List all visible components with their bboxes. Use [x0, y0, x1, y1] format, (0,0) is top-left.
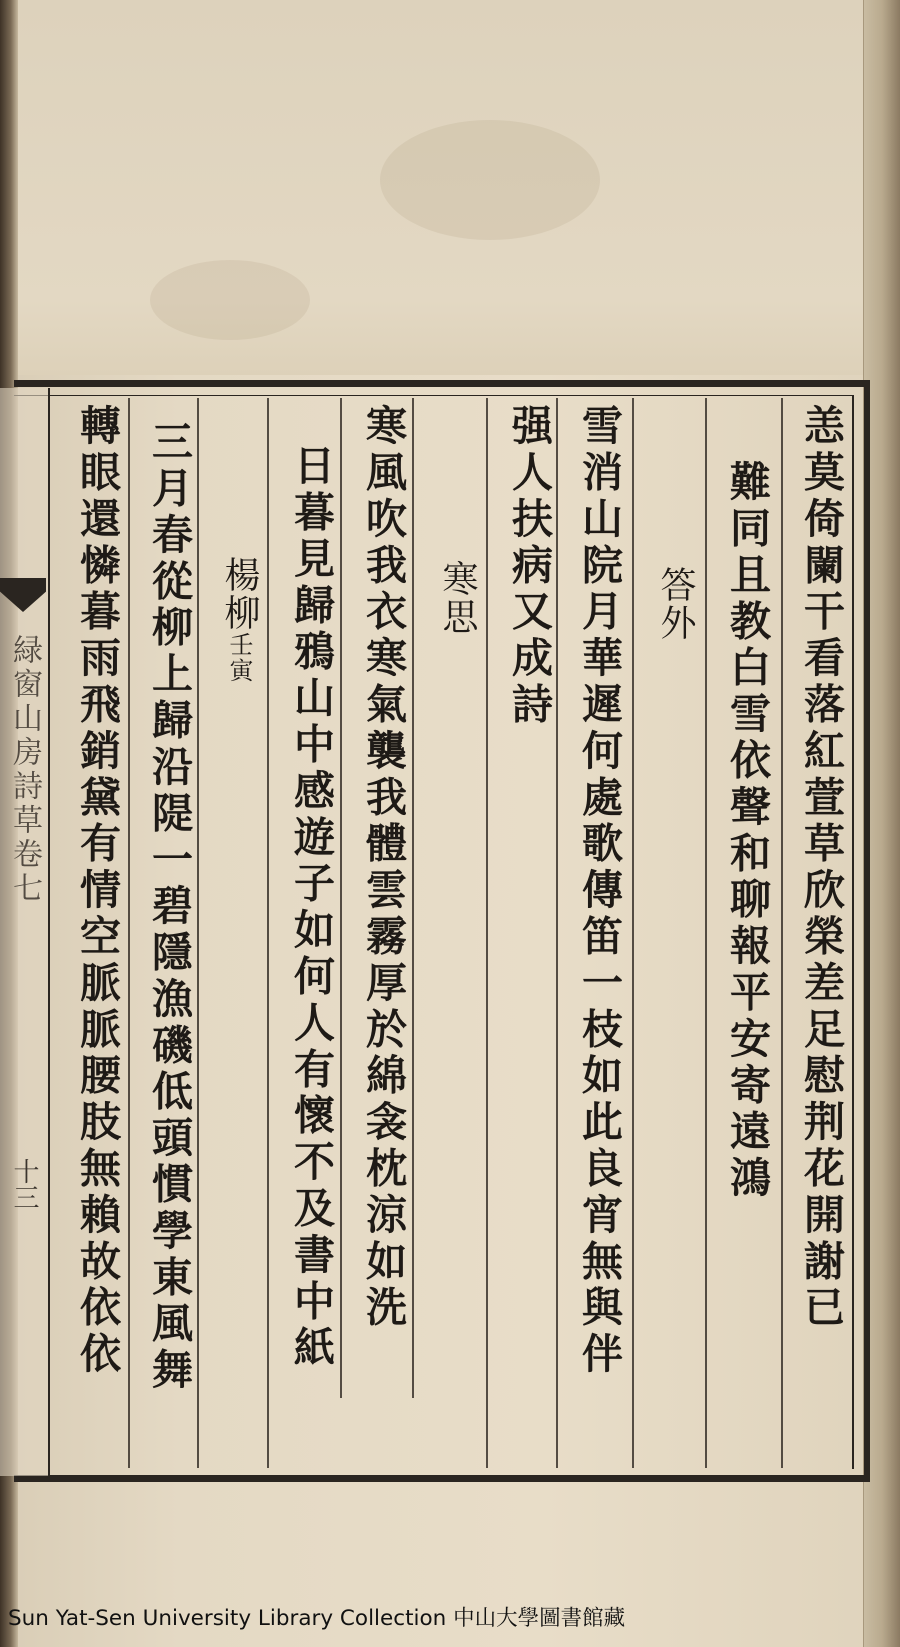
book-title: 緑窗山房詩草卷七: [7, 634, 42, 906]
text-column-7: 寒風吹我衣寒氣襲我體雲霧厚於綿衾枕涼如洗: [359, 404, 407, 1332]
paper-stain: [380, 120, 600, 240]
text-column-8: 日暮見歸鴉山中感遊子如何人有懷不及書中紙: [287, 444, 335, 1372]
column-rule: [781, 398, 783, 1468]
column-rule: [128, 398, 130, 1468]
collection-watermark: Sun Yat-Sen University Library Collection 中山大學圖書館藏: [8, 1606, 626, 1631]
center-fold-column: [0, 388, 50, 1476]
column-rule: [632, 398, 634, 1468]
paper-stain: [150, 260, 310, 340]
text-column-1: 恙莫倚闌干看落紅萱草欣榮差足慰荆花開謝已: [797, 404, 845, 1332]
poem-title-willow: [212, 556, 266, 1606]
column-rule: [197, 398, 199, 1468]
text-column-11: 轉眼還憐暮雨飛銷黛有情空脈脈腰肢無賴故依依: [73, 404, 121, 1379]
fishtail-mark: [0, 578, 46, 612]
column-rule: [412, 398, 414, 1398]
text-column-4: 雪消山院月華遲何處歌傳笛一枝如此良宵無與伴: [575, 404, 623, 1379]
poem-title-text: 楊柳: [219, 556, 260, 632]
text-column-10: 三月春從柳上歸沿隄一碧隱漁磯低頭慣學東風舞: [145, 420, 193, 1395]
column-rule: [486, 398, 488, 1468]
text-column-2: 難同且教白雪依聲和聊報平安寄遠鴻: [723, 460, 771, 1203]
column-rule: [556, 398, 558, 1468]
year-note: 壬寅: [225, 632, 253, 684]
column-rule: [267, 398, 269, 1468]
page-number: 十三: [9, 1158, 39, 1210]
text-column-5: 强人扶病又成詩: [505, 404, 553, 729]
poem-title-answer: 答外: [655, 566, 696, 642]
column-rule: [340, 398, 342, 1398]
column-rule: [705, 398, 707, 1468]
poem-title-cold: 寒思: [437, 560, 478, 636]
